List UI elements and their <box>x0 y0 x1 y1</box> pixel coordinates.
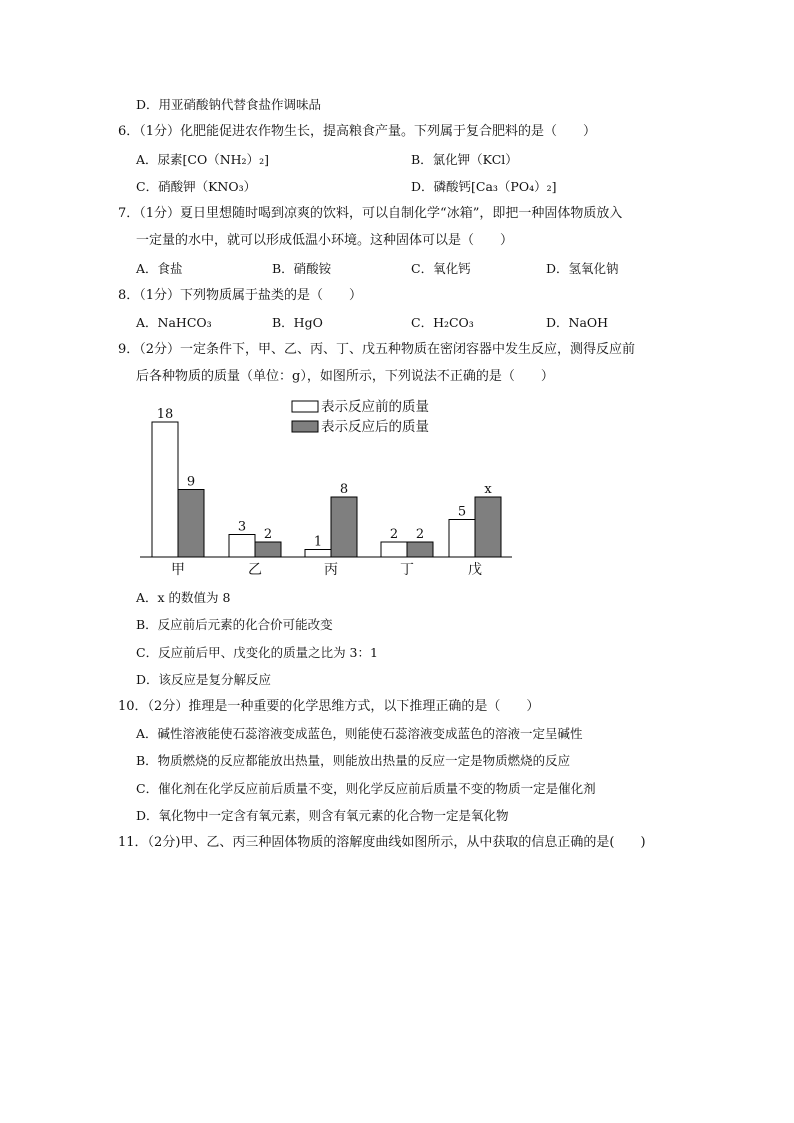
q7-stem-line2: 一定量的水中，就可以形成低温小环境。这种固体可以是（ ） <box>136 233 514 248</box>
bar-before-1 <box>152 422 178 557</box>
q9-option-a: A．x 的数值为 8 <box>136 590 231 605</box>
bar-before-3 <box>305 550 331 558</box>
bar-after-4 <box>407 542 433 557</box>
q11-stem: 11．（2分)甲、乙、丙三种固体物质的溶解度曲线如图所示，从中获取的信息正确的是( ) <box>118 835 646 850</box>
q10-option-a: A．碱性溶液能使石蕊溶液变成蓝色，则能使石蕊溶液变成蓝色的溶液一定呈碱性 <box>136 726 583 741</box>
label-after-4: 2 <box>415 527 425 542</box>
legend-label-before: 表示反应前的质量 <box>321 399 429 415</box>
q5-option-d: D．用亚硝酸钠代替食盐作调味品 <box>136 97 322 112</box>
bar-after-1 <box>178 490 204 558</box>
x-tick-label-5: 戊 <box>468 562 482 578</box>
q7-stem-line1: 7．（1分）夏日里想随时喝到凉爽的饮料，可以自制化学“冰箱”，即把一种固体物质放入 <box>118 206 623 221</box>
x-tick-label-1: 甲 <box>171 562 185 578</box>
bar-before-4 <box>381 542 407 557</box>
legend-label-after: 表示反应后的质量 <box>321 419 429 435</box>
q8-option-b: B．HgO <box>272 315 323 330</box>
bar-after-2 <box>255 542 281 557</box>
q8-option-d: D．NaOH <box>546 315 609 330</box>
q6-option-c: C．硝酸钾（KNO₃） <box>136 179 257 194</box>
mass-bar-chart <box>140 396 520 582</box>
label-after-3: 8 <box>339 482 349 497</box>
label-before-5: 5 <box>457 504 467 520</box>
q10-option-b: B．物质燃烧的反应都能放出热量，则能放出热量的反应一定是物质燃烧的反应 <box>136 753 571 768</box>
q9-stem-line1: 9．（2分）一定条件下，甲、乙、丙、丁、戊五种物质在密闭容器中发生反应，测得反应前 <box>118 342 636 357</box>
q6-stem: 6．（1分）化肥能促进农作物生长，提高粮食产量。下列属于复合肥料的是（ ） <box>118 124 597 139</box>
q8-option-c: C．H₂CO₃ <box>411 315 474 330</box>
q10-option-c: C．催化剂在化学反应前后质量不变，则化学反应前后质量不变的物质一定是催化剂 <box>136 781 596 796</box>
q8-option-a: A．NaHCO₃ <box>136 315 212 330</box>
q9-stem-line2: 后各种物质的质量（单位：g），如图所示，下列说法不正确的是（ ） <box>136 369 554 384</box>
q6-option-a: A．尿素[CO（NH₂）₂] <box>136 152 269 167</box>
label-before-2: 3 <box>237 519 247 535</box>
q10-option-d: D．氧化物中一定含有氧元素，则含有氧元素的化合物一定是氧化物 <box>136 808 509 823</box>
label-before-3: 1 <box>313 534 323 550</box>
q7-option-c: C．氧化钙 <box>411 261 471 276</box>
legend-swatch-before <box>292 401 318 412</box>
label-after-2: 2 <box>263 527 273 542</box>
q7-option-d: D．氢氧化钠 <box>546 261 619 276</box>
label-after-1: 9 <box>186 474 196 490</box>
q10-stem: 10．（2分）推理是一种重要的化学思维方式，以下推理正确的是（ ） <box>118 699 540 714</box>
label-before-1: 18 <box>156 407 174 422</box>
q9-option-c: C．反应前后甲、戊变化的质量之比为 3：1 <box>136 645 378 660</box>
bar-before-5 <box>449 520 475 558</box>
q9-option-d: D．该反应是复分解反应 <box>136 672 272 687</box>
q7-option-b: B．硝酸铵 <box>272 261 332 276</box>
x-tick-label-4: 丁 <box>400 562 414 578</box>
bar-after-3 <box>331 497 357 557</box>
q6-option-b: B．氯化钾（KCl） <box>411 152 518 167</box>
q7-option-a: A．食盐 <box>136 261 183 276</box>
q6-option-d: D．磷酸钙[Ca₃（PO₄）₂] <box>411 179 557 194</box>
q8-stem: 8．（1分）下列物质属于盐类的是（ ） <box>118 288 363 303</box>
bar-before-2 <box>229 535 255 558</box>
x-tick-label-2: 乙 <box>248 562 262 578</box>
label-after-5: x <box>484 482 492 497</box>
x-tick-label-3: 丙 <box>324 562 338 578</box>
legend-swatch-after <box>292 421 318 432</box>
chart-legend <box>292 398 429 435</box>
label-before-4: 2 <box>389 527 399 542</box>
q9-option-b: B．反应前后元素的化合价可能改变 <box>136 617 333 632</box>
bar-after-5 <box>475 497 501 557</box>
